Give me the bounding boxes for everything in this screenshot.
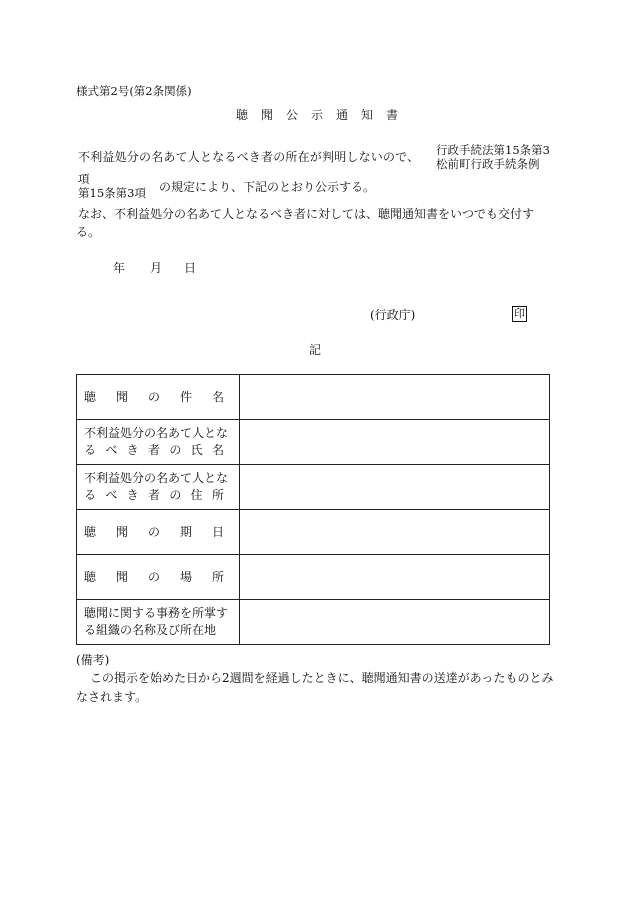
- date-month-label: 月: [150, 261, 163, 275]
- hearing-place-label: [77, 555, 240, 600]
- hearing-date-label: [77, 510, 240, 555]
- label-char: 日: [211, 524, 224, 539]
- remarks-line: なされます。: [76, 690, 148, 704]
- hearing-date-value[interactable]: [240, 510, 550, 555]
- label-char: の: [147, 569, 160, 584]
- label-char: べ: [105, 488, 118, 502]
- label-char: き: [126, 488, 139, 502]
- table-row: [77, 375, 550, 420]
- form-label: 様式第2号(第2条関係): [76, 84, 192, 98]
- label-char: の: [147, 524, 160, 539]
- recipient-name-label: [77, 420, 240, 465]
- table-row: [77, 555, 550, 600]
- hearing-subject-label: [77, 375, 240, 420]
- agency-label: (行政庁): [370, 308, 416, 322]
- label-char: 所: [211, 569, 224, 584]
- date-day-label: 日: [184, 261, 197, 275]
- office-info-label: [77, 600, 240, 645]
- label-line: 不利益処分の名あて人とな: [84, 426, 229, 440]
- label-line: 不利益処分の名あて人とな: [84, 471, 229, 485]
- document-title: 聴聞公示通知書: [236, 108, 412, 122]
- law-reference-line: 項: [78, 172, 90, 186]
- hearing-subject-value[interactable]: [240, 375, 550, 420]
- label-char: 期: [179, 524, 192, 539]
- seal-mark: 印: [514, 307, 525, 320]
- label-char: 聞: [115, 524, 128, 539]
- label-char: 場: [179, 569, 192, 584]
- label-char: 聴: [84, 389, 97, 404]
- label-char: の: [147, 389, 160, 404]
- recipient-address-value[interactable]: [240, 465, 550, 510]
- hearing-details-table: [76, 374, 550, 645]
- label-char: 聞: [115, 389, 128, 404]
- label-char: 者: [147, 488, 160, 502]
- label-char: 聞: [115, 569, 128, 584]
- label-line: 聴聞に関する事務を所掌す: [84, 606, 229, 620]
- label-line: る組織の名称及び所在地: [84, 623, 217, 637]
- label-char: 件: [179, 389, 192, 404]
- table-row: [77, 600, 550, 645]
- record-heading: 記: [309, 343, 322, 357]
- paragraph2-line: なお、不利益処分の名あて人となるべき者に対しては、聴聞通知書をいつでも交付す: [78, 207, 535, 221]
- paragraph1-lead: 不利益処分の名あて人となるべき者の所在が判明しないので、: [78, 150, 420, 164]
- office-info-value[interactable]: [240, 600, 550, 645]
- label-char: べ: [105, 443, 118, 457]
- label-char: き: [126, 443, 139, 457]
- label-char: 聴: [84, 524, 97, 539]
- table-row: [77, 420, 550, 465]
- label-char: 者: [147, 443, 160, 457]
- paragraph2-line: る。: [76, 225, 101, 239]
- label-char: 所: [211, 488, 224, 502]
- label-char: る: [84, 488, 97, 502]
- hearing-place-value[interactable]: [240, 555, 550, 600]
- label-char: 名: [211, 389, 224, 404]
- law-reference-line: 行政手続法第15条第3: [436, 143, 550, 157]
- label-char: る: [84, 443, 97, 457]
- label-char: の: [169, 488, 182, 502]
- recipient-name-value[interactable]: [240, 420, 550, 465]
- label-char: 住: [190, 488, 203, 502]
- remarks-heading: (備考): [76, 653, 110, 667]
- law-reference-line: 松前町行政手続条例: [436, 157, 540, 171]
- label-char: 氏: [190, 443, 203, 457]
- law-reference-line: 第15条第3項: [78, 186, 146, 200]
- paragraph1-tail: の規定により、下記のとおり公示する。: [159, 180, 376, 194]
- remarks-line: この掲示を始めた日から2週間を経過したときに、聴聞通知書の送達があったものとみ: [90, 671, 554, 685]
- recipient-address-label: [77, 465, 240, 510]
- label-char: 聴: [84, 569, 97, 584]
- table-row: [77, 510, 550, 555]
- table-row: [77, 465, 550, 510]
- label-char: 名: [211, 443, 224, 457]
- label-char: の: [169, 443, 182, 457]
- date-year-label: 年: [113, 261, 126, 275]
